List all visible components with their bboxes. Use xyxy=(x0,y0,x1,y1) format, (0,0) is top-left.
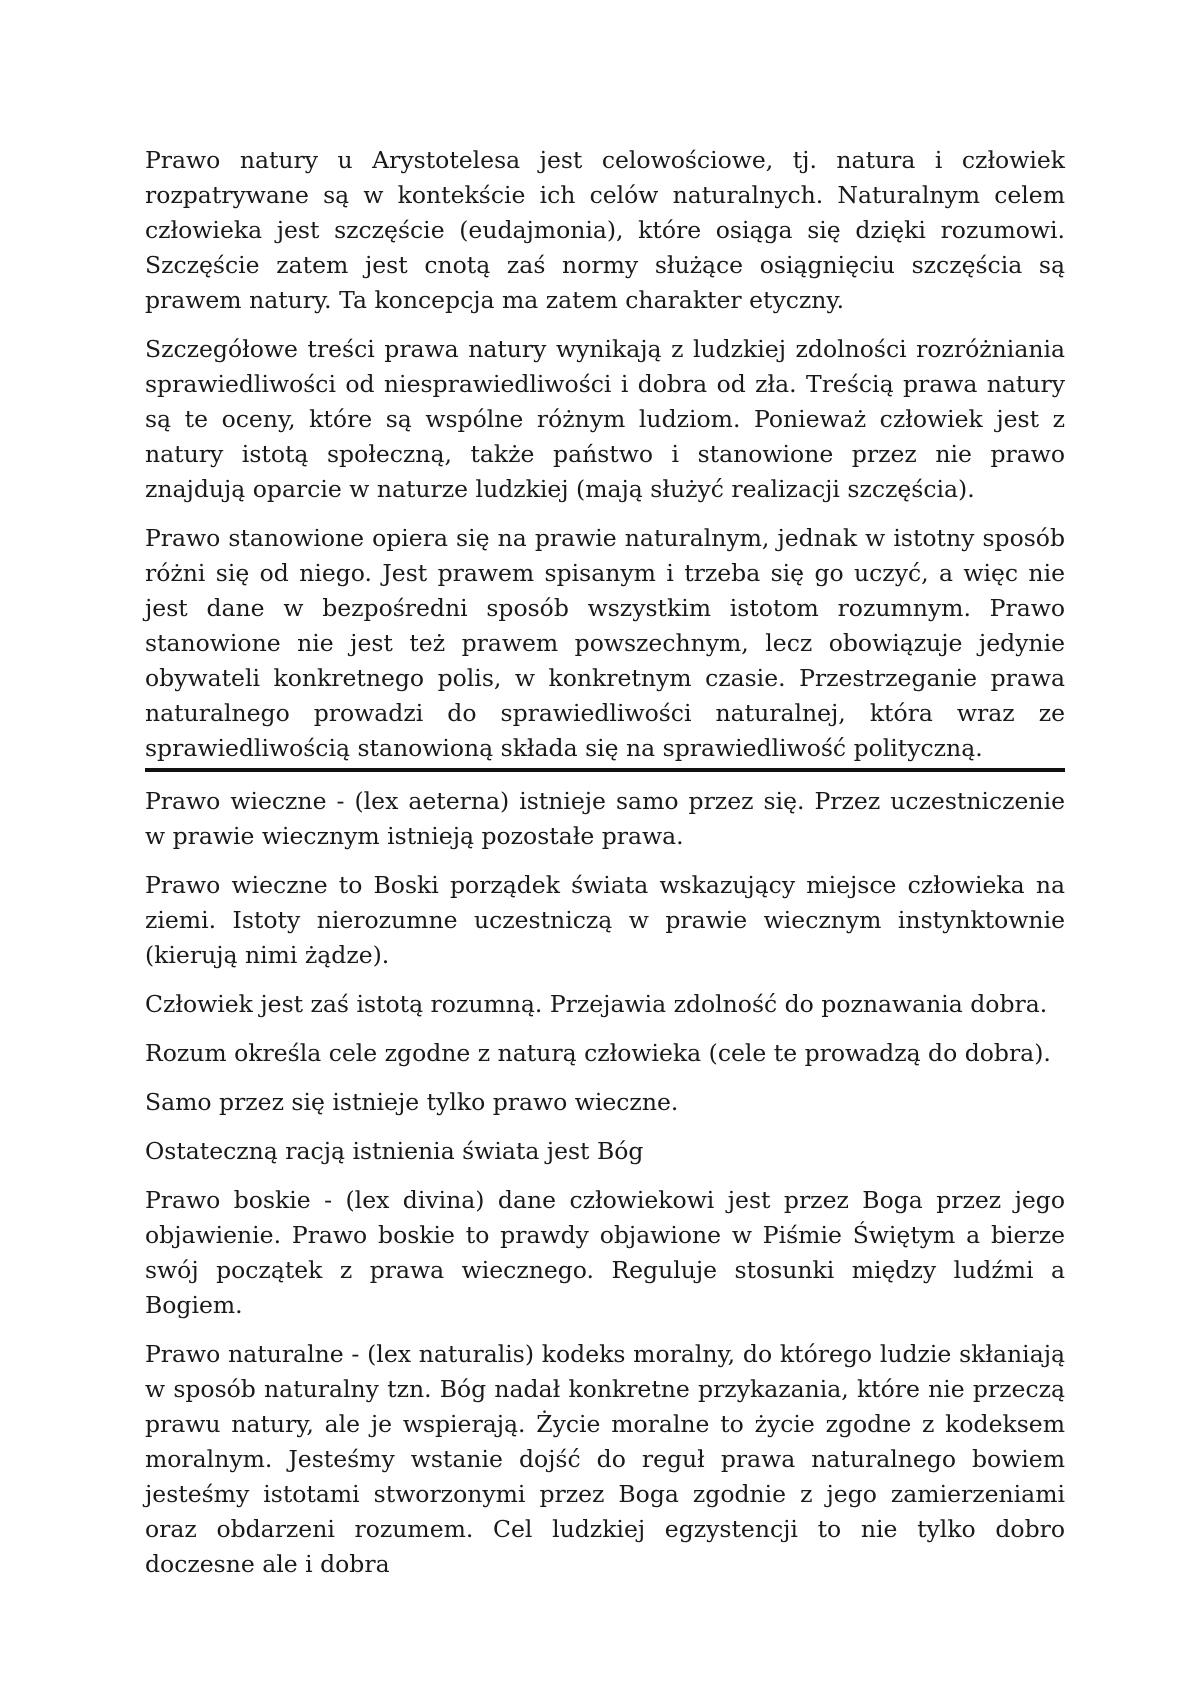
paragraph-ultimate-reason: Ostateczną racją istnienia świata jest Bóg xyxy=(145,1137,644,1165)
paragraph-positive-law: Prawo stanowione opiera się na prawie naturalnym, jednak w istotny sposób różni się od niego. Jest prawem spisanym i trzeba się go uczyć, a więc nie jest dane w bezpośredni sposób wszystkim istotom rozumnym. Prawo stanowione nie jest też prawem powszechnym, lecz obowiązuje jedynie obywateli konkretnego polis, w konkretnym czasie. Przestrzeganie prawa naturalnego prowadzi do sprawiedliwości naturalnej, która wraz ze sprawiedliwością stanowioną składa się na sprawiedliwość polityczną. xyxy=(145,524,1065,762)
paragraph-eternal-law-definition: Prawo wieczne - (lex aeterna) istnieje samo przez się. Przez uczestniczenie w prawie wiecznym istnieją pozostałe prawa. xyxy=(145,787,1065,850)
document-body xyxy=(145,143,1065,1582)
paragraph-rational-being: Człowiek jest zaś istotą rozumną. Przejawia zdolność do poznawania dobra. xyxy=(145,990,1048,1018)
paragraph-divine-law: Prawo boskie - (lex divina) dane człowiekowi jest przez Boga przez jego objawienie. Prawo boskie to prawdy objawione w Piśmie Świętym a bierze swój początek z prawa wiecznego. Reguluje stosunki między ludźmi a Bogiem. xyxy=(145,1186,1065,1319)
paragraph-reason-goals: Rozum określa cele zgodne z naturą człowieka (cele te prowadzą do dobra). xyxy=(145,1039,1051,1067)
paragraph-natural-law-thomist: Prawo naturalne - (lex naturalis) kodeks moralny, do którego ludzie skłaniają w sposób naturalny tzn. Bóg nadał konkretne przykazania, które nie przeczą prawu natury, ale je wspierają. Życie moralne to życie zgodne z kodeksem moralnym. Jesteśmy wstanie dojść do reguł prawa naturalnego bowiem jesteśmy istotami stworzonymi przez Boga zgodnie z jego zamierzeniami oraz obdarzeni rozumem. Cel ludzkiej egzystencji to nie tylko dobro doczesne ale i dobra xyxy=(145,1340,1065,1578)
section-divider xyxy=(145,768,1065,772)
paragraph-natural-law-content: Szczegółowe treści prawa natury wynikają z ludzkiej zdolności rozróżniania sprawiedliwości od niesprawiedliwości i dobra od zła. Treścią prawa natury są te oceny, które są wspólne różnym ludziom. Ponieważ człowiek jest z natury istotą społeczną, także państwo i stanowione przez nie prawo znajdują oparcie w naturze ludzkiej (mają służyć realizacji szczęścia). xyxy=(145,335,1065,503)
paragraph-only-eternal-law: Samo przez się istnieje tylko prawo wieczne. xyxy=(145,1088,679,1116)
paragraph-aristotle-natural-law: Prawo natury u Arystotelesa jest celowościowe, tj. natura i człowiek rozpatrywane są w kontekście ich celów naturalnych. Naturalnym celem człowieka jest szczęście (eudajmonia), które osiąga się dzięki rozumowi. Szczęście zatem jest cnotą zaś normy służące osiągnięciu szczęścia są prawem natury. Ta koncepcja ma zatem charakter etyczny. xyxy=(145,146,1065,314)
paragraph-eternal-law-order: Prawo wieczne to Boski porządek świata wskazujący miejsce człowieka na ziemi. Istoty nierozumne uczestniczą w prawie wiecznym instynktownie (kierują nimi żądze). xyxy=(145,871,1065,969)
